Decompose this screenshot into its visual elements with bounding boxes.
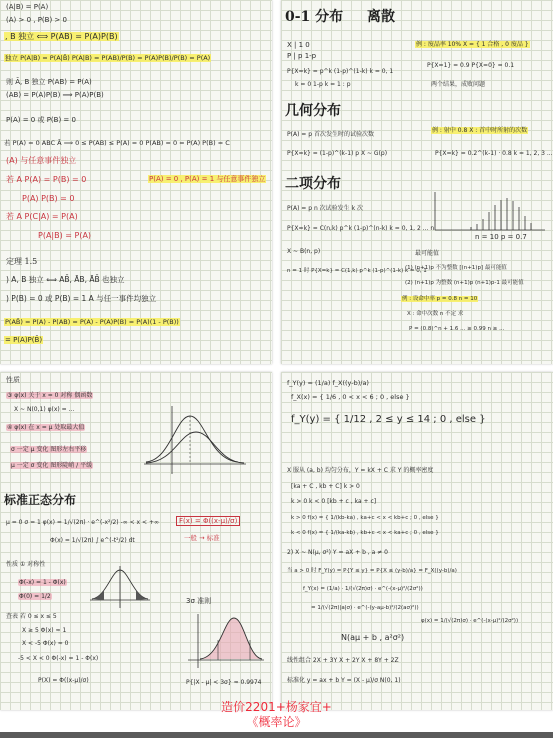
highlight: 例 : 废品率 10% X = { 1 合格 , 0 废品 } [416,41,529,48]
note-line-pink [18,594,52,601]
note-panel-normal-distribution [0,372,272,710]
symmetry-curve-sketch [88,564,152,610]
note-line-red: (A) 与任意事件独立 [6,156,77,165]
note-line: n = 1 时 P{X=k} = C(1,k) p^k (1-p)^(1-k) k = 0, 1 [287,268,427,274]
note-line-pink [6,393,93,400]
note-line: X < -5 Φ(x) ≈ 0 [22,640,69,647]
note-line-red [176,518,240,526]
pink-highlight: Φ(-x) = 1 - Φ(x) [19,579,66,586]
bell-curves-sketch [140,402,250,480]
watermark-line: 《概率论》 [246,715,307,729]
note-line: 查表 若 0 ≤ x ≤ 5 [6,613,57,620]
note-line: X ~ N(0,1) φ(x) = ... [14,406,75,413]
note-line: X : 命中次数 n 不定 求 [407,311,464,317]
watermark-line: 造价2201+杨家宜+ [221,700,332,714]
note-line: 则 Ā, B 独立 P(AB) = P(A) [6,78,92,86]
highlight: 独立 P(A|B) = P(A|B̄) P(A|B) = P(AB)/P(B) = P(A)P(B)/P(B) = P(A) [5,54,211,62]
theorem-heading: 定理 1.5 [6,257,38,266]
highlight: , B 独立 ⟺ P(AB) = P(A)P(B) [5,32,118,41]
note-line: 若 P(A) = 0 ABC Ā ⟹ 0 ≤ P(AB) ≤ P(A) = 0 P(AB) = 0 = P(A) P(B) = C [4,139,230,147]
note-line: P{|X - μ| < 3σ} ≈ 0.9974 [186,679,262,686]
note-line: ) P(B) = 0 或 P(B) = 1 A 与任一事件均独立 [6,294,157,303]
highlight: P(A) = 0 , P(A) = 1 与任意事件独立 [149,175,266,183]
note-line: f_Y(x) = (1/a) · 1/(√(2π)σ) · e^(-(x-μ)²/(2σ²)) [303,586,423,592]
pink-highlight: ③ φ(x) 关于 x = 0 对称 偶函数 [7,392,93,399]
note-line: n = 10 p = 0.7 [475,233,527,241]
note-line: P{X=k} = 0.2^(k-1) · 0.8 k = 1, 2, 3 ... [435,150,553,157]
note-line-pink [10,447,87,454]
note-line: P{X=1} = 0.9 P{X=0} = 0.1 [427,62,515,69]
note-line: μ = 0 σ = 1 φ(x) = 1/√(2π) · e^(-x²/2) -∞ < x < +∞ [6,519,159,526]
pink-highlight: Φ(0) = 1/2 [19,593,51,600]
note-line-highlight [4,33,119,42]
note-line: (A) > 0 , P(B) > 0 [6,16,67,24]
pink-highlight: μ 一定 σ 变化 图形陡峭 / 平缓 [11,462,93,469]
note-line-highlight [4,55,211,62]
highlight: 例 : 设命中率 p = 0.8 n = 10 [402,296,478,302]
note-line: P(X) = Φ((x-μ)/σ) [38,677,89,684]
boxed-formula: F(x) = Φ((x-μ)/σ) [176,516,240,526]
table-row: X | 1 0 [287,41,310,49]
note-panel-independence [0,0,272,364]
note-line-highlight [401,296,478,302]
watermark [0,700,553,730]
note-line-red: P(A|B) = P(A) [38,231,92,240]
note-line: 线性组合 2X + 3Y X + 2Y X + 8Y + 2Z [287,657,399,664]
note-line: k > 0 k < 0 [kb + c , ka + c] [291,498,377,505]
note-line: [ka + C , kb + C] k > 0 [291,483,360,490]
note-line: 性质 ① 对称性 [6,561,46,568]
highlight: 例 : 射中 0.8 X : 首中时所射的次数 [432,127,528,134]
note-line: P(A) = p n 次试验发生 k 次 [287,205,363,212]
note-line-highlight [4,319,180,326]
note-line: Φ(x) = 1/√(2π) ∫ e^(-t²/2) dt [50,537,135,544]
note-line: k > 0 f(x) = { 1/(kb-ka) , ka+c < x < kb+c ; 0 , else } [291,515,439,521]
note-line: 当 a > 0 时 F_Y(y) = P{Y ≤ y} = P{X ≤ (y-b)/a} = F_X((y-b)/a) [287,568,457,574]
note-line: (A|B) = P(A) [6,3,49,11]
pink-highlight: σ 一定 μ 变化 图形左右平移 [11,446,87,453]
piecewise-formula: f_Y(y) = { 1/12 , 2 ≤ y ≤ 14 ; 0 , else } [291,414,486,425]
section-title: 二项分布 [285,176,341,192]
note-line: N(aμ + b , a²σ²) [341,633,405,642]
note-line: X ≥ 5 Φ(x) ≈ 1 [22,627,67,634]
note-line-highlight [148,176,266,184]
note-line: P{X=k} = (1-p)^(k-1) p X ~ G(p) [287,150,388,157]
note-line: 2) X ~ N(μ, σ²) Y = aX + b , a ≠ 0 [287,549,388,556]
table-row: P | p 1-p [287,52,317,60]
binomial-histogram-sketch [431,190,549,238]
note-line: 标准化 y = ax + b Y = (X - μ)/σ N(0, 1) [287,677,401,684]
highlight: P(AB̄) = P(A) - P(AB) = P(A) - P(A)P(B) = P(A)(1 - P(B)) [5,318,179,326]
note-line: (1) (n+1)p 不为整数 [(n+1)p] 最可能值 [405,265,507,271]
note-panel-function-distribution [281,372,553,710]
note-line: (AB) = P(A)P(B) ⟹ P(A)P(B) [6,91,104,99]
note-line-pink [6,425,85,432]
note-line: P{X=k} = p^k (1-p)^(1-k) k = 0, 1 [287,68,394,75]
note-line-red: 若 A P(A) = P(B) = 0 [6,175,87,184]
bottom-divider [0,732,553,738]
note-line: φ(x) = 1/(√(2π)σ) · e^(-(x-μ)²/(2σ²)) [421,618,519,624]
note-line: X ~ B(n, p) [287,248,321,255]
note-line-highlight [415,42,530,49]
highlight: = P(A)P(B̄) [5,336,43,344]
note-line: X 服从 (a, b) 均匀分布，Y = kX + C 求 Y 的概率密度 [287,467,434,474]
note-line-red: 一般 → 标准 [184,534,220,542]
note-line: P(A) = 0 或 P(B) = 0 [6,116,76,124]
section-title: 几何分布 [285,103,341,119]
note-line: ) A, B 独立 ⟺ AB̄, ĀB, ĀB̄ 也独立 [6,275,125,284]
pink-highlight: ④ φ(x) 在 x = μ 处取最大值 [7,424,85,431]
note-line: 性质 [6,376,20,384]
note-line: f_Y(y) = (1/a) f_X((y-b)/a) [287,379,369,387]
note-line: 3σ 准则 [186,597,212,605]
note-line: P(A) = p 首次发生时的试验次数 [287,131,374,138]
section-title: 标准正态分布 [4,493,77,507]
note-line-highlight [4,337,43,345]
section-title: 离散 [367,9,395,25]
note-line: k < 0 f(x) = { 1/(ka-kb) , kb+c < x < ka+c ; 0 , else } [291,530,439,536]
note-line: f_X(x) = { 1/6 , 0 < x < 6 ; 0 , else } [291,393,410,401]
note-panel-discrete-distributions [281,0,553,364]
note-line: P{X=k} = C(n,k) p^k (1-p)^(n-k) k = 0, 1, 2 ... n [287,225,435,232]
note-line: 最可能值 [415,250,440,257]
note-line: (2) (n+1)p 为整数 (n+1)p (n+1)p-1 最可能值 [405,280,524,286]
note-line-highlight [431,128,528,135]
note-line-red: P(A) P(B) = 0 [22,194,75,203]
note-line: = 1/(√(2π)|a|σ) · e^(-(y-aμ-b)²/(2(aσ)²)) [311,605,419,611]
note-line-red: 若 A P(C|A) = P(A) [6,212,78,221]
note-line: k = 0 1-p k = 1 : p [295,81,351,88]
three-sigma-curve-sketch [186,610,266,670]
note-line-pink [10,463,93,470]
note-line: -5 < X < 0 Φ(-x) = 1 - Φ(x) [18,655,99,662]
note-line: P = (0.8)^n + 1.6 ... ≥ 0.99 n ≥ ... [409,326,505,332]
note-line: 两个结果，成败问题 [431,81,486,88]
note-line-pink [18,580,67,587]
section-title: 0-1 分布 [285,9,344,25]
